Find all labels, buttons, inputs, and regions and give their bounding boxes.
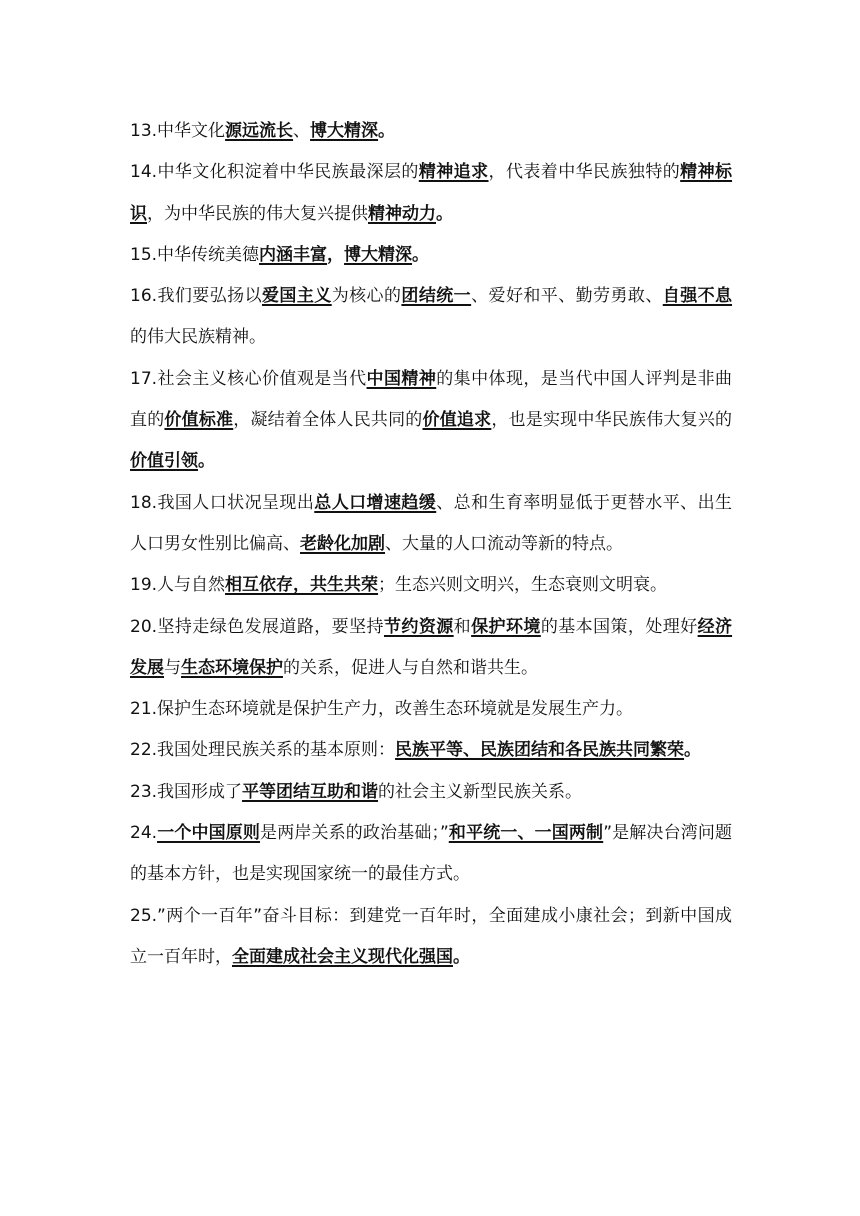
list-item [130,111,732,152]
item-text: 。 [198,451,215,472]
item-text: 24. [130,823,158,844]
key-term: 价值追求 [422,410,492,431]
key-term: 中国精神 [366,368,437,389]
item-text: ，为中华民族的伟大复兴提供 [147,203,368,224]
item-text: 。 [412,244,430,265]
key-term: 内涵丰富 [259,244,328,265]
key-term: 生态环境保护 [181,657,283,678]
key-term: 精神追求 [418,162,489,183]
item-text: 、总和生育率明显低于更替水平、出生人口男女性别比偏高、 [130,492,732,554]
item-text: 21.保护生态环境就是保护生产力，改善生态环境就是发展生产力。 [130,699,634,720]
key-term: 平等团结互助和谐 [242,781,379,802]
key-term: 民族平等、民族团结和各民族共同繁荣 [395,740,685,761]
key-term: 源远流长 [225,121,294,141]
item-text: 、爱好和平、勤劳勇敢、 [471,286,663,307]
document-page [130,111,732,978]
item-text: 、大量的人口流动等新的特点。 [385,533,623,554]
item-text: 13.中华文化 [130,121,226,141]
list-item [130,607,732,690]
list-item [130,896,732,979]
item-text: 。 [453,946,470,967]
item-text: 为核心的 [331,286,402,307]
key-term: 团结统一 [401,286,472,307]
key-term: 精神标识 [130,162,733,224]
key-term: 相互依存，共生共荣 [225,575,379,596]
item-text: 16.我们要弘扬以 [130,286,262,307]
key-term: 自强不息 [662,286,733,307]
key-term: 价值标准 [164,410,234,431]
item-text: 25.”两个一百年”奋斗目标：到建党一百年时，全面建成小康社会；到新中国成立一百年时， [130,905,732,967]
key-term: 和平统一、一国两制 [448,823,604,844]
list-item [130,235,732,276]
key-term: 节约资源 [383,616,454,637]
list-item [130,359,732,483]
key-term: 爱国主义 [262,286,332,307]
list-item [130,565,732,606]
item-text: 20.坚持走绿色发展道路，要坚持 [130,616,384,637]
item-text: 。 [378,121,396,141]
item-text: 17.社会主义核心价值观是当代 [130,368,367,389]
item-text: 23.我国形成了 [130,781,243,802]
item-text: 的伟大民族精神。 [130,327,266,348]
key-term: 全面建成社会主义现代化强国 [232,946,453,967]
key-term: 总人口增速趋缓 [314,492,437,513]
item-text: ；生态兴则文明兴，生态衰则文明衰。 [378,575,668,596]
item-text: ， [327,244,345,265]
list-item [130,152,732,235]
list-item [130,813,732,896]
item-text: 19.人与自然 [130,575,226,596]
list-item [130,772,732,813]
item-text: 的集中体现，是当代中国人评判是非曲直的 [130,368,733,431]
key-term: 老龄化加剧 [300,533,385,554]
item-text: 的基本国策，处理好 [540,616,698,637]
list-item [130,483,732,566]
item-text: 和 [453,616,472,637]
key-term: 博大精深 [344,244,413,265]
key-term: 一个中国原则 [157,823,261,844]
list-item [130,689,732,730]
item-text: 、 [293,121,311,141]
item-text: 是两岸关系的政治基础；” [260,823,449,844]
key-term: 博大精深 [310,121,379,141]
list-item [130,730,732,771]
item-text: 与 [164,657,181,678]
item-text: 的社会主义新型民族关系。 [378,781,583,802]
item-text: 。 [684,740,702,761]
item-text: 22.我国处理民族关系的基本原则： [130,740,396,761]
item-text: ”是解决台湾问题的基本方针，也是实现国家统一的最佳方式。 [130,823,733,885]
item-text: 15.中华传统美德 [130,244,260,265]
key-term: 经济发展 [130,616,733,678]
item-text: ，代表着中华民族独特的 [488,162,681,183]
item-text: 的关系，促进人与自然和谐共生。 [283,657,538,678]
item-text: 。 [436,203,453,224]
key-term: 精神动力 [368,203,436,224]
key-term: 价值引领 [130,451,198,472]
item-text: ，凝结着全体人民共同的 [233,410,423,431]
key-term: 保护环境 [471,616,541,637]
item-text: ，也是实现中华民族伟大复兴的 [491,410,733,431]
list-item [130,276,732,359]
item-text: 14.中华文化积淀着中华民族最深层的 [130,162,419,183]
item-text: 18.我国人口状况呈现出 [130,492,315,513]
